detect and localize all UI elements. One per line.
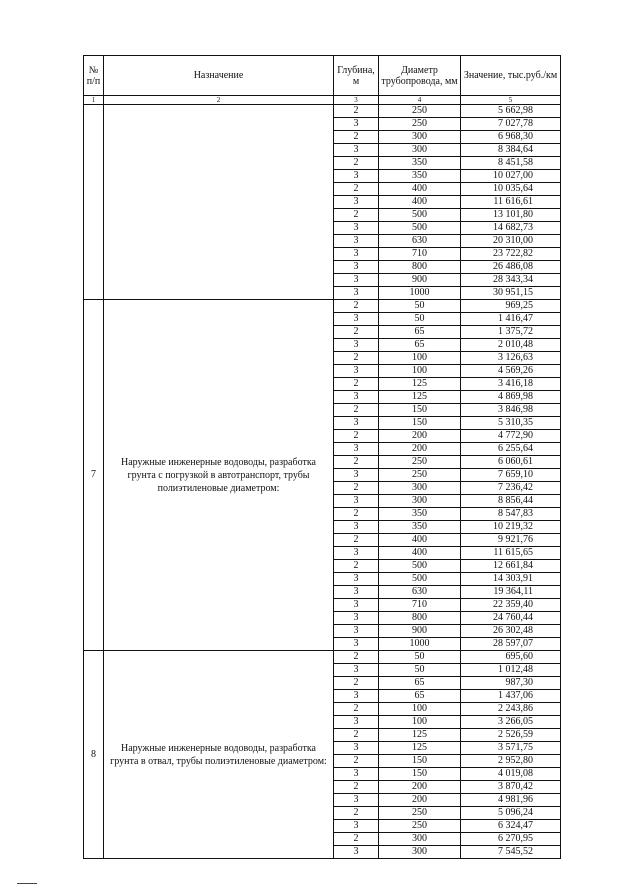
diameter-cell: 300 xyxy=(379,131,461,144)
depth-cell: 3 xyxy=(334,495,379,508)
value-cell: 4 869,98 xyxy=(461,391,561,404)
diameter-cell: 200 xyxy=(379,443,461,456)
value-cell: 8 547,83 xyxy=(461,508,561,521)
diameter-cell: 630 xyxy=(379,235,461,248)
depth-cell: 3 xyxy=(334,170,379,183)
diameter-cell: 250 xyxy=(379,469,461,482)
diameter-cell: 500 xyxy=(379,560,461,573)
diameter-cell: 1000 xyxy=(379,638,461,651)
value-cell: 10 035,64 xyxy=(461,183,561,196)
value-cell: 1 012,48 xyxy=(461,664,561,677)
depth-cell: 3 xyxy=(334,573,379,586)
depth-cell: 2 xyxy=(334,833,379,846)
depth-cell: 2 xyxy=(334,352,379,365)
table-row xyxy=(84,300,561,313)
depth-cell: 2 xyxy=(334,560,379,573)
depth-cell: 2 xyxy=(334,456,379,469)
depth-cell: 2 xyxy=(334,703,379,716)
value-cell: 13 101,80 xyxy=(461,209,561,222)
value-cell: 3 416,18 xyxy=(461,378,561,391)
depth-cell: 2 xyxy=(334,105,379,118)
value-cell: 10 027,00 xyxy=(461,170,561,183)
depth-cell: 3 xyxy=(334,690,379,703)
depth-cell: 2 xyxy=(334,300,379,313)
diameter-cell: 300 xyxy=(379,144,461,157)
value-cell: 30 951,15 xyxy=(461,287,561,300)
value-cell: 8 451,58 xyxy=(461,157,561,170)
diameter-cell: 300 xyxy=(379,846,461,859)
depth-cell: 2 xyxy=(334,326,379,339)
depth-cell: 2 xyxy=(334,781,379,794)
value-cell: 6 270,95 xyxy=(461,833,561,846)
value-cell: 26 486,08 xyxy=(461,261,561,274)
depth-cell: 3 xyxy=(334,144,379,157)
diameter-cell: 200 xyxy=(379,781,461,794)
diameter-cell: 150 xyxy=(379,755,461,768)
value-cell: 3 571,75 xyxy=(461,742,561,755)
value-cell: 19 364,11 xyxy=(461,586,561,599)
diameter-cell: 125 xyxy=(379,378,461,391)
column-number: 2 xyxy=(104,96,334,105)
depth-cell: 2 xyxy=(334,534,379,547)
depth-cell: 3 xyxy=(334,443,379,456)
value-cell: 28 597,07 xyxy=(461,638,561,651)
table-row xyxy=(84,651,561,664)
group-description xyxy=(104,105,334,300)
value-cell: 14 682,73 xyxy=(461,222,561,235)
diameter-cell: 900 xyxy=(379,625,461,638)
diameter-cell: 710 xyxy=(379,248,461,261)
depth-cell: 2 xyxy=(334,209,379,222)
diameter-cell: 800 xyxy=(379,612,461,625)
header-value: Значение, тыс.руб./км xyxy=(461,56,561,96)
value-cell: 4 019,08 xyxy=(461,768,561,781)
column-number: 4 xyxy=(379,96,461,105)
value-cell: 6 968,30 xyxy=(461,131,561,144)
depth-cell: 3 xyxy=(334,274,379,287)
depth-cell: 3 xyxy=(334,118,379,131)
depth-cell: 3 xyxy=(334,248,379,261)
value-cell: 14 303,91 xyxy=(461,573,561,586)
diameter-cell: 300 xyxy=(379,495,461,508)
diameter-cell: 100 xyxy=(379,703,461,716)
depth-cell: 2 xyxy=(334,183,379,196)
depth-cell: 2 xyxy=(334,157,379,170)
diameter-cell: 65 xyxy=(379,690,461,703)
depth-cell: 2 xyxy=(334,651,379,664)
depth-cell: 2 xyxy=(334,508,379,521)
diameter-cell: 1000 xyxy=(379,287,461,300)
diameter-cell: 50 xyxy=(379,664,461,677)
value-cell: 987,30 xyxy=(461,677,561,690)
depth-cell: 3 xyxy=(334,261,379,274)
value-cell: 7 236,42 xyxy=(461,482,561,495)
value-cell: 5 662,98 xyxy=(461,105,561,118)
depth-cell: 2 xyxy=(334,755,379,768)
diameter-cell: 500 xyxy=(379,573,461,586)
diameter-cell: 400 xyxy=(379,196,461,209)
depth-cell: 3 xyxy=(334,391,379,404)
value-cell: 23 722,82 xyxy=(461,248,561,261)
diameter-cell: 250 xyxy=(379,118,461,131)
depth-cell: 3 xyxy=(334,742,379,755)
depth-cell: 2 xyxy=(334,807,379,820)
pricing-table xyxy=(83,55,561,859)
column-number: 3 xyxy=(334,96,379,105)
value-cell: 2 010,48 xyxy=(461,339,561,352)
diameter-cell: 65 xyxy=(379,339,461,352)
group-description: Наружные инженерные водоводы, разработка грунта с погрузкой в автотранспорт, трубы полиэтиленовые диаметром: xyxy=(104,300,334,651)
depth-cell: 3 xyxy=(334,586,379,599)
value-cell: 7 027,78 xyxy=(461,118,561,131)
depth-cell: 3 xyxy=(334,716,379,729)
diameter-cell: 900 xyxy=(379,274,461,287)
diameter-cell: 250 xyxy=(379,456,461,469)
value-cell: 11 615,65 xyxy=(461,547,561,560)
column-number-row xyxy=(84,96,561,105)
diameter-cell: 800 xyxy=(379,261,461,274)
diameter-cell: 125 xyxy=(379,729,461,742)
header-diameter: Диаметр трубопровода, мм xyxy=(379,56,461,96)
diameter-cell: 50 xyxy=(379,313,461,326)
value-cell: 8 384,64 xyxy=(461,144,561,157)
column-number: 1 xyxy=(84,96,104,105)
value-cell: 1 375,72 xyxy=(461,326,561,339)
value-cell: 4 772,90 xyxy=(461,430,561,443)
value-cell: 28 343,34 xyxy=(461,274,561,287)
diameter-cell: 100 xyxy=(379,365,461,378)
depth-cell: 3 xyxy=(334,612,379,625)
depth-cell: 3 xyxy=(334,625,379,638)
value-cell: 6 324,47 xyxy=(461,820,561,833)
diameter-cell: 250 xyxy=(379,105,461,118)
diameter-cell: 125 xyxy=(379,742,461,755)
depth-cell: 2 xyxy=(334,729,379,742)
depth-cell: 3 xyxy=(334,547,379,560)
diameter-cell: 400 xyxy=(379,547,461,560)
diameter-cell: 100 xyxy=(379,352,461,365)
diameter-cell: 65 xyxy=(379,677,461,690)
diameter-cell: 150 xyxy=(379,768,461,781)
depth-cell: 3 xyxy=(334,196,379,209)
diameter-cell: 400 xyxy=(379,534,461,547)
value-cell: 12 661,84 xyxy=(461,560,561,573)
depth-cell: 2 xyxy=(334,430,379,443)
depth-cell: 2 xyxy=(334,404,379,417)
diameter-cell: 350 xyxy=(379,508,461,521)
diameter-cell: 65 xyxy=(379,326,461,339)
value-cell: 4 569,26 xyxy=(461,365,561,378)
group-number: 8 xyxy=(84,651,104,859)
diameter-cell: 630 xyxy=(379,586,461,599)
depth-cell: 3 xyxy=(334,469,379,482)
diameter-cell: 200 xyxy=(379,430,461,443)
depth-cell: 3 xyxy=(334,521,379,534)
diameter-cell: 100 xyxy=(379,716,461,729)
value-cell: 2 952,80 xyxy=(461,755,561,768)
value-cell: 3 870,42 xyxy=(461,781,561,794)
column-number: 5 xyxy=(461,96,561,105)
depth-cell: 3 xyxy=(334,417,379,430)
value-cell: 6 060,61 xyxy=(461,456,561,469)
depth-cell: 3 xyxy=(334,365,379,378)
value-cell: 9 921,76 xyxy=(461,534,561,547)
header-depth: Глубина, м xyxy=(334,56,379,96)
value-cell: 2 243,86 xyxy=(461,703,561,716)
value-cell: 4 981,96 xyxy=(461,794,561,807)
diameter-cell: 710 xyxy=(379,599,461,612)
diameter-cell: 250 xyxy=(379,820,461,833)
value-cell: 969,25 xyxy=(461,300,561,313)
depth-cell: 3 xyxy=(334,768,379,781)
value-cell: 5 310,35 xyxy=(461,417,561,430)
depth-cell: 3 xyxy=(334,235,379,248)
diameter-cell: 350 xyxy=(379,521,461,534)
depth-cell: 2 xyxy=(334,131,379,144)
depth-cell: 3 xyxy=(334,222,379,235)
diameter-cell: 150 xyxy=(379,404,461,417)
diameter-cell: 500 xyxy=(379,222,461,235)
depth-cell: 2 xyxy=(334,677,379,690)
depth-cell: 2 xyxy=(334,482,379,495)
diameter-cell: 50 xyxy=(379,300,461,313)
diameter-cell: 50 xyxy=(379,651,461,664)
diameter-cell: 350 xyxy=(379,170,461,183)
value-cell: 22 359,40 xyxy=(461,599,561,612)
depth-cell: 3 xyxy=(334,313,379,326)
value-cell: 2 526,59 xyxy=(461,729,561,742)
value-cell: 1 437,06 xyxy=(461,690,561,703)
value-cell: 7 545,52 xyxy=(461,846,561,859)
value-cell: 3 126,63 xyxy=(461,352,561,365)
value-cell: 10 219,32 xyxy=(461,521,561,534)
depth-cell: 3 xyxy=(334,664,379,677)
diameter-cell: 200 xyxy=(379,794,461,807)
depth-cell: 3 xyxy=(334,287,379,300)
group-number xyxy=(84,105,104,300)
value-cell: 6 255,64 xyxy=(461,443,561,456)
value-cell: 695,60 xyxy=(461,651,561,664)
depth-cell: 3 xyxy=(334,846,379,859)
value-cell: 1 416,47 xyxy=(461,313,561,326)
depth-cell: 3 xyxy=(334,599,379,612)
value-cell: 7 659,10 xyxy=(461,469,561,482)
group-number: 7 xyxy=(84,300,104,651)
value-cell: 20 310,00 xyxy=(461,235,561,248)
diameter-cell: 250 xyxy=(379,807,461,820)
depth-cell: 3 xyxy=(334,820,379,833)
value-cell: 24 760,44 xyxy=(461,612,561,625)
footer-dash xyxy=(17,883,37,884)
value-cell: 8 856,44 xyxy=(461,495,561,508)
diameter-cell: 300 xyxy=(379,833,461,846)
table-body xyxy=(84,105,561,859)
diameter-cell: 300 xyxy=(379,482,461,495)
group-description: Наружные инженерные водоводы, разработка грунта в отвал, трубы полиэтиленовые диаметром: xyxy=(104,651,334,859)
diameter-cell: 350 xyxy=(379,157,461,170)
table-row xyxy=(84,105,561,118)
depth-cell: 3 xyxy=(334,339,379,352)
value-cell: 5 096,24 xyxy=(461,807,561,820)
diameter-cell: 400 xyxy=(379,183,461,196)
value-cell: 3 266,05 xyxy=(461,716,561,729)
header-num: № п/п xyxy=(84,56,104,96)
depth-cell: 2 xyxy=(334,378,379,391)
header-purpose: Назначение xyxy=(104,56,334,96)
table-header-row xyxy=(84,56,561,96)
value-cell: 3 846,98 xyxy=(461,404,561,417)
diameter-cell: 500 xyxy=(379,209,461,222)
depth-cell: 3 xyxy=(334,638,379,651)
diameter-cell: 150 xyxy=(379,417,461,430)
depth-cell: 3 xyxy=(334,794,379,807)
value-cell: 26 302,48 xyxy=(461,625,561,638)
diameter-cell: 125 xyxy=(379,391,461,404)
value-cell: 11 616,61 xyxy=(461,196,561,209)
